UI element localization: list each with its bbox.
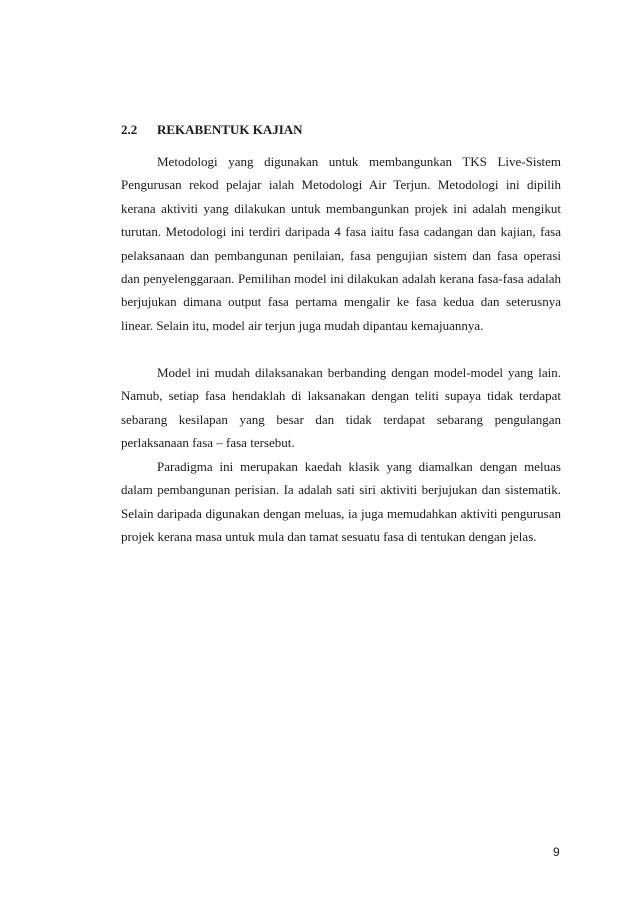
paragraph-methodology: Metodologi yang digunakan untuk membangunkan TKS Live-Sistem Pengurusan rekod pelajar ialah Metodologi Air Terjun. Metodologi ini dipilih kerana aktiviti yang dilakukan untuk membangunkan projek ini adalah mengikut turutan. Metodologi ini terdiri daripada 4 fasa iaitu fasa cadangan dan kajian, fasa pelaksanaan dan pembangunan penilaian, fasa pengujian sistem dan fasa operasi dan penyelenggaraan. Pemilihan model ini dilakukan adalah kerana fasa-fasa adalah berjujukan dimana output fasa pertama mengalir ke fasa kedua dan seterusnya linear. Selain itu, model air terjun juga mudah dipantau kemajuannya. [121,154,561,333]
section-heading [121,122,303,138]
paragraph-model-implementation: Model ini mudah dilaksanakan berbanding dengan model-model yang lain. Namub, setiap fasa hendaklah di laksanakan dengan teliti supaya tidak terdapat sebarang kesilapan yang besar dan tidak terdapat sebarang pengulangan perlaksanaan fasa – fasa tersebut. [121,365,561,451]
paragraph-paradigm: Paradigma ini merupakan kaedah klasik yang diamalkan dengan meluas dalam pembangunan perisian. Ia adalah sati siri aktiviti berjujukan dan sistematik. Selain daripada digunakan dengan meluas, ia juga memudahkan aktiviti pengurusan projek kerana masa untuk mula dan tamat sesuatu fasa di tentukan dengan jelas. [121,459,561,545]
page-number: 9 [553,845,560,859]
section-number: 2.2 [121,122,138,137]
section-title: REKABENTUK KAJIAN [157,122,303,137]
